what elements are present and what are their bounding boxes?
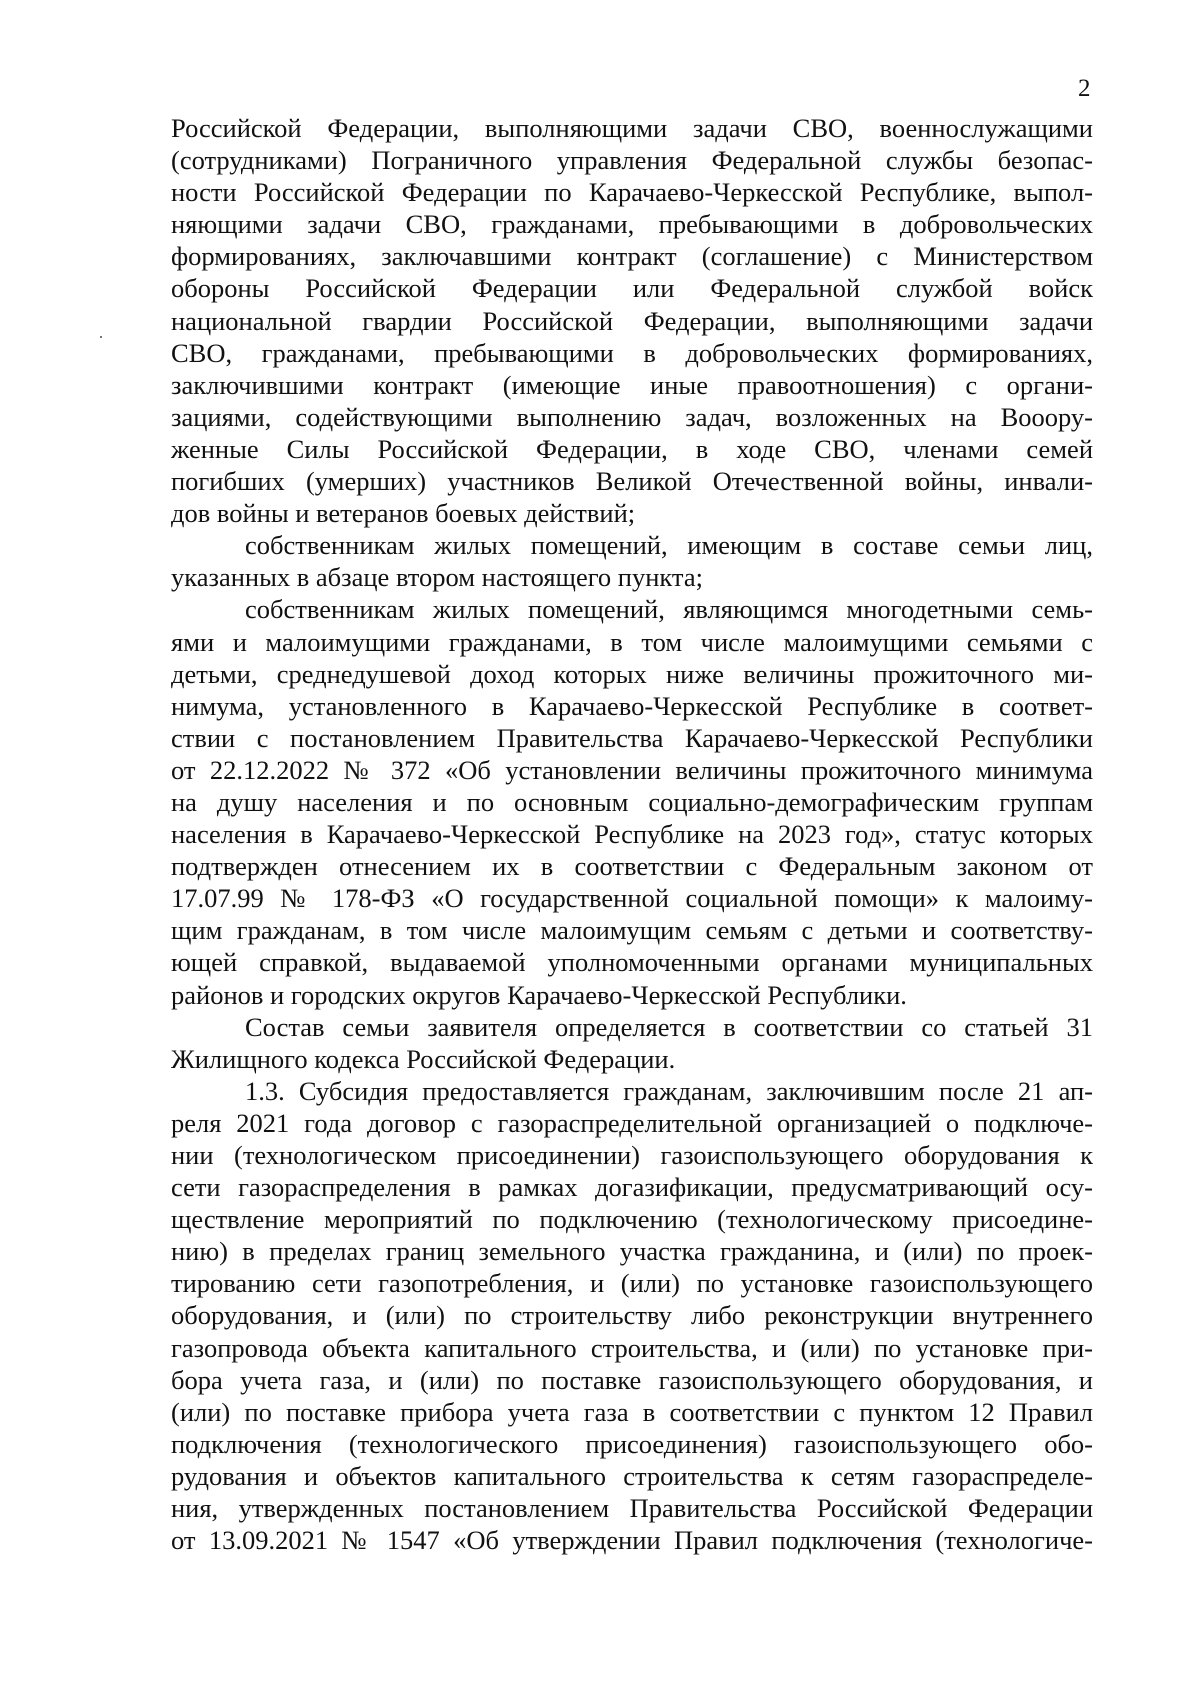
text-line: няющими задачи СВО, гражданами, пребывающими в добровольческих — [171, 209, 1093, 240]
text-line: районов и городских округов Карачаево-Черкесской Республики. — [171, 979, 907, 1010]
text-line: газопровода объекта капитального строительства, и (или) по установке при- — [171, 1332, 1093, 1363]
text-line: национальной гвардии Российской Федерации, выполняющими задачи — [171, 305, 1093, 336]
text-line: оборудования, и (или) по строительству либо реконструкции внутреннего — [171, 1300, 1093, 1331]
text-line: погибших (умерших) участников Великой Отечественной войны, инвали- — [171, 466, 1093, 497]
text-line: ществление мероприятий по подключению (технологическому присоедине- — [171, 1204, 1093, 1235]
text-line: СВО, гражданами, пребывающими в добровольческих формированиях, — [171, 337, 1093, 368]
text-line: женные Силы Российской Федерации, в ходе СВО, членами семей — [171, 433, 1093, 464]
text-line: населения в Карачаево-Черкесской Республике на 2023 год», статус которых — [171, 819, 1093, 850]
text-line: (сотрудниками) Пограничного управления Федеральной службы безопас- — [171, 145, 1093, 176]
text-line: ности Российской Федерации по Карачаево-Черкесской Республике, выпол- — [171, 177, 1093, 208]
text-line: собственникам жилых помещений, являющимся многодетными семь- — [245, 594, 1093, 625]
margin-mark — [100, 336, 102, 338]
text-line: бора учета газа, и (или) по поставке газоиспользующего оборудования, и — [171, 1364, 1093, 1395]
text-line: от 22.12.2022 № 372 «Об установлении величины прожиточного минимума — [171, 754, 1093, 785]
text-line: заключившими контракт (имеющие иные правоотношения) с органи- — [171, 369, 1093, 400]
text-line: на душу населения и по основным социально-демографическим группам — [171, 786, 1093, 817]
text-line: тированию сети газопотребления, и (или) по установке газоиспользующего — [171, 1268, 1093, 1299]
text-line: сети газораспределения в рамках догазификации, предусматривающий осу- — [171, 1172, 1093, 1203]
text-line: подключения (технологического присоединения) газоиспользующего обо- — [171, 1428, 1093, 1459]
text-line: детьми, среднедушевой доход которых ниже величины прожиточного ми- — [171, 658, 1093, 689]
text-line: рудования и объектов капитального строительства к сетям газораспределе- — [171, 1460, 1093, 1491]
text-line: ями и малоимущими гражданами, в том числе малоимущими семьями с — [171, 626, 1093, 657]
text-line: нии (технологическом присоединении) газоиспользующего оборудования к — [171, 1140, 1093, 1170]
text-line: обороны Российской Федерации или Федеральной службой войск — [171, 273, 1093, 304]
text-line: собственникам жилых помещений, имеющим в составе семьи лиц, — [245, 530, 1093, 561]
text-line: ющей справкой, выдаваемой уполномоченными органами муниципальных — [171, 947, 1093, 978]
text-line: реля 2021 года договор с газораспределительной организацией о подключе- — [171, 1107, 1093, 1138]
document-body — [171, 112, 1093, 1556]
text-line: (или) по поставке прибора учета газа в соответствии с пунктом 12 Правил — [171, 1396, 1093, 1427]
text-line: Состав семьи заявителя определяется в соответствии со статьей 31 — [245, 1011, 1093, 1042]
text-line: ния, утвержденных постановлением Правительства Российской Федерации — [171, 1493, 1093, 1524]
text-line: от 13.09.2021 № 1547 «Об утверждении Правил подключения (технологиче- — [171, 1525, 1093, 1556]
text-line: Российской Федерации, выполняющими задачи СВО, военнослужащими — [171, 113, 1093, 143]
text-line: 17.07.99 № 178-ФЗ «О государственной социальной помощи» к малоиму- — [171, 883, 1093, 914]
text-line: формированиях, заключавшими контракт (соглашение) с Министерством — [171, 241, 1093, 272]
text-line: подтвержден отнесением их в соответствии с Федеральным законом от — [171, 851, 1093, 882]
page-number: 2 — [1078, 75, 1091, 102]
text-line: щим гражданам, в том числе малоимущим семьям с детьми и соответству- — [171, 915, 1093, 946]
text-line: указанных в абзаце втором настоящего пункта; — [171, 562, 703, 593]
text-line: нимума, установленного в Карачаево-Черкесской Республике в соответ- — [171, 690, 1093, 721]
text-line: 1.3. Субсидия предоставляется гражданам, заключившим после 21 ап- — [245, 1075, 1093, 1106]
text-line: зациями, содействующими выполнению задач, возложенных на Вооору- — [171, 401, 1093, 432]
text-line: ствии с постановлением Правительства Карачаево-Черкесской Республики — [171, 722, 1093, 753]
text-line: дов войны и ветеранов боевых действий; — [171, 498, 636, 529]
text-line: Жилищного кодекса Российской Федерации. — [171, 1043, 676, 1074]
text-line: нию) в пределах границ земельного участка гражданина, и (или) по проек- — [171, 1236, 1093, 1267]
